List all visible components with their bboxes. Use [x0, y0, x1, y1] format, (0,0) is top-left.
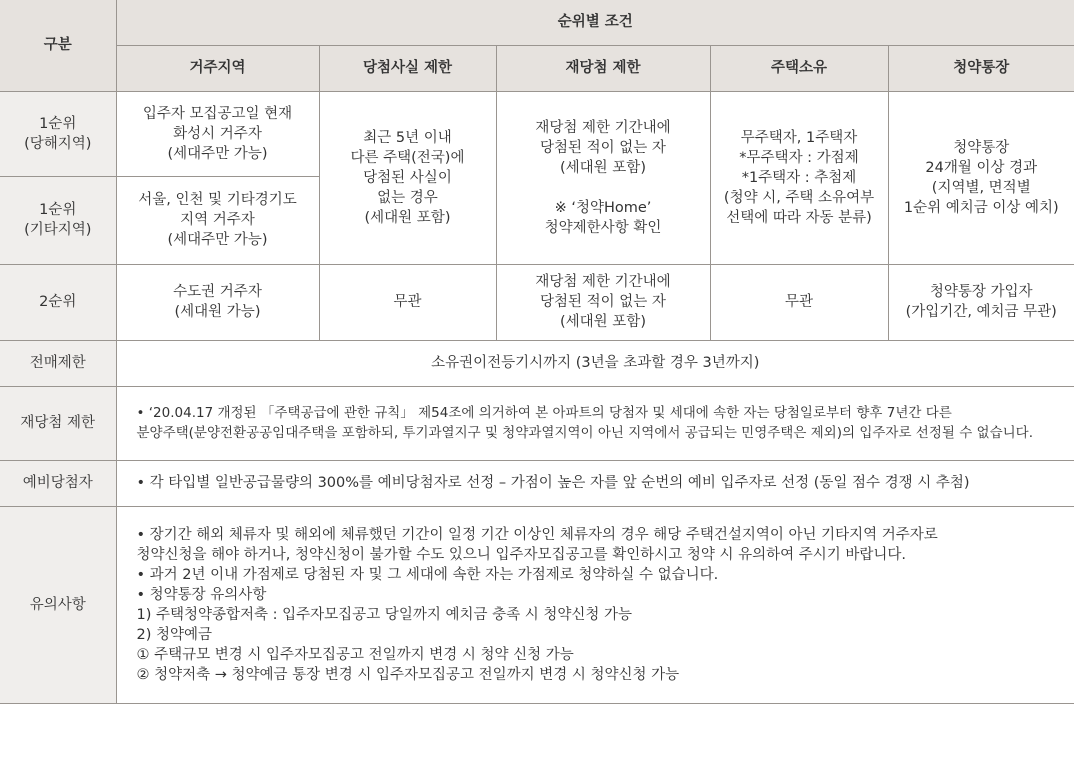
header-row-top — [0, 0, 1074, 45]
reserve-label: 예비당첨자 — [0, 460, 116, 506]
notes-label: 유의사항 — [0, 506, 116, 703]
resale-label: 전매제한 — [0, 340, 116, 386]
table-row-rewin-restriction — [0, 386, 1074, 460]
header-row-columns — [0, 45, 1074, 91]
rank2-account: 청약통장 가입자 (가입기간, 예치금 무관) — [888, 264, 1074, 340]
reserve-text: • 각 타입별 일반공급물량의 300%를 예비당첨자로 선정 – 가점이 높은 자를 앞 순번의 예비 입주자로 선정 (동일 점수 경쟁 시 추첨) — [136, 475, 970, 491]
rank1-local-residence: 입주자 모집공고일 현재 화성시 거주자 (세대주만 가능) — [116, 91, 319, 176]
notes-text: • 장기간 해외 체류자 및 해외에 체류했던 기간이 일정 기간 이상인 체류자의 경우 해당 주택건설지역이 아닌 기타지역 거주자로 청약신청을 해야 하거나, 청약신청이 불가할 수도 있으니 입주자모집공고를 확인하시고 청약 시 유의하여 주시기 바랍니다. • 과거 2년 이내 가점제로 당첨된 자 및 그 세대에 속한 자는 가점제로 청약하실 수 없습니다. • 청약통장 유의사항 1) 주택청약종합저축 : 입주자모집공고 당일까지 예치금 충족 시 청약신청 가능 2) 청약예금 ① 주택규모 변경 시 입주자모집공고 전일까지 변경 시 청약 신청 가능 ② 청약저축 → 청약예금 통장 변경 시 입주자모집공고 전일까지 변경 시 청약신청 가능 — [136, 526, 938, 683]
table-row-reserve — [0, 460, 1074, 506]
column-header-account: 청약통장 — [888, 45, 1074, 91]
category-header: 구분 — [0, 0, 116, 91]
rank1-ownership: 무주택자, 1주택자 *무주택자 : 가점제 *1주택자 : 추첨제 (청약 시, 주택 소유여부 선택에 따라 자동 분류) — [710, 91, 888, 264]
rank1-win-history: 최근 5년 이내 다른 주택(전국)에 당첨된 사실이 없는 경우 (세대원 포함) — [319, 91, 496, 264]
rank2-rewin: 재당첨 제한 기간내에 당첨된 적이 없는 자 (세대원 포함) — [496, 264, 710, 340]
table-row-notes — [0, 506, 1074, 703]
rank1-other-residence: 서울, 인천 및 기타경기도 지역 거주자 (세대주만 가능) — [116, 176, 319, 264]
column-header-ownership: 주택소유 — [710, 45, 888, 91]
rank1-rewin: 재당첨 제한 기간내에 당첨된 적이 없는 자 (세대원 포함) ※ ‘청약Home’ 청약제한사항 확인 — [496, 91, 710, 264]
conditions-header: 순위별 조건 — [116, 0, 1074, 45]
resale-text: 소유권이전등기시까지 (3년을 초과할 경우 3년까지) — [116, 340, 1074, 386]
rank2-ownership: 무관 — [710, 264, 888, 340]
rewin-restriction-cell — [116, 386, 1074, 460]
rank1-other-label: 1순위 (기타지역) — [0, 176, 116, 264]
column-header-win-history: 당첨사실 제한 — [319, 45, 496, 91]
table-row-resale — [0, 340, 1074, 386]
rank1-local-label: 1순위 (당해지역) — [0, 91, 116, 176]
rewin-restriction-text: • ‘20.04.17 개정된 「주택공급에 관한 규칙」 제54조에 의거하여 본 아파트의 당첨자 및 세대에 속한 자는 당첨일로부터 향후 7년간 다른 분양주택(분양전환공공임대주택을 포함하되, 투기과열지구 및 청약과열지역이 아닌 지역에서 공급되는 민영주택은 제외)의 입주자로 선정될 수 없습니다. — [136, 405, 1033, 441]
column-header-rewin: 재당첨 제한 — [496, 45, 710, 91]
rank2-residence: 수도권 거주자 (세대원 가능) — [116, 264, 319, 340]
table-row-rank1-local — [0, 91, 1074, 176]
rewin-restriction-label: 재당첨 제한 — [0, 386, 116, 460]
table-row-rank2 — [0, 264, 1074, 340]
reserve-cell — [116, 460, 1074, 506]
rank1-account: 청약통장 24개월 이상 경과 (지역별, 면적별 1순위 예치금 이상 예치) — [888, 91, 1074, 264]
notes-cell — [116, 506, 1074, 703]
rank2-win-history: 무관 — [319, 264, 496, 340]
column-header-residence: 거주지역 — [116, 45, 319, 91]
rank2-label: 2순위 — [0, 264, 116, 340]
